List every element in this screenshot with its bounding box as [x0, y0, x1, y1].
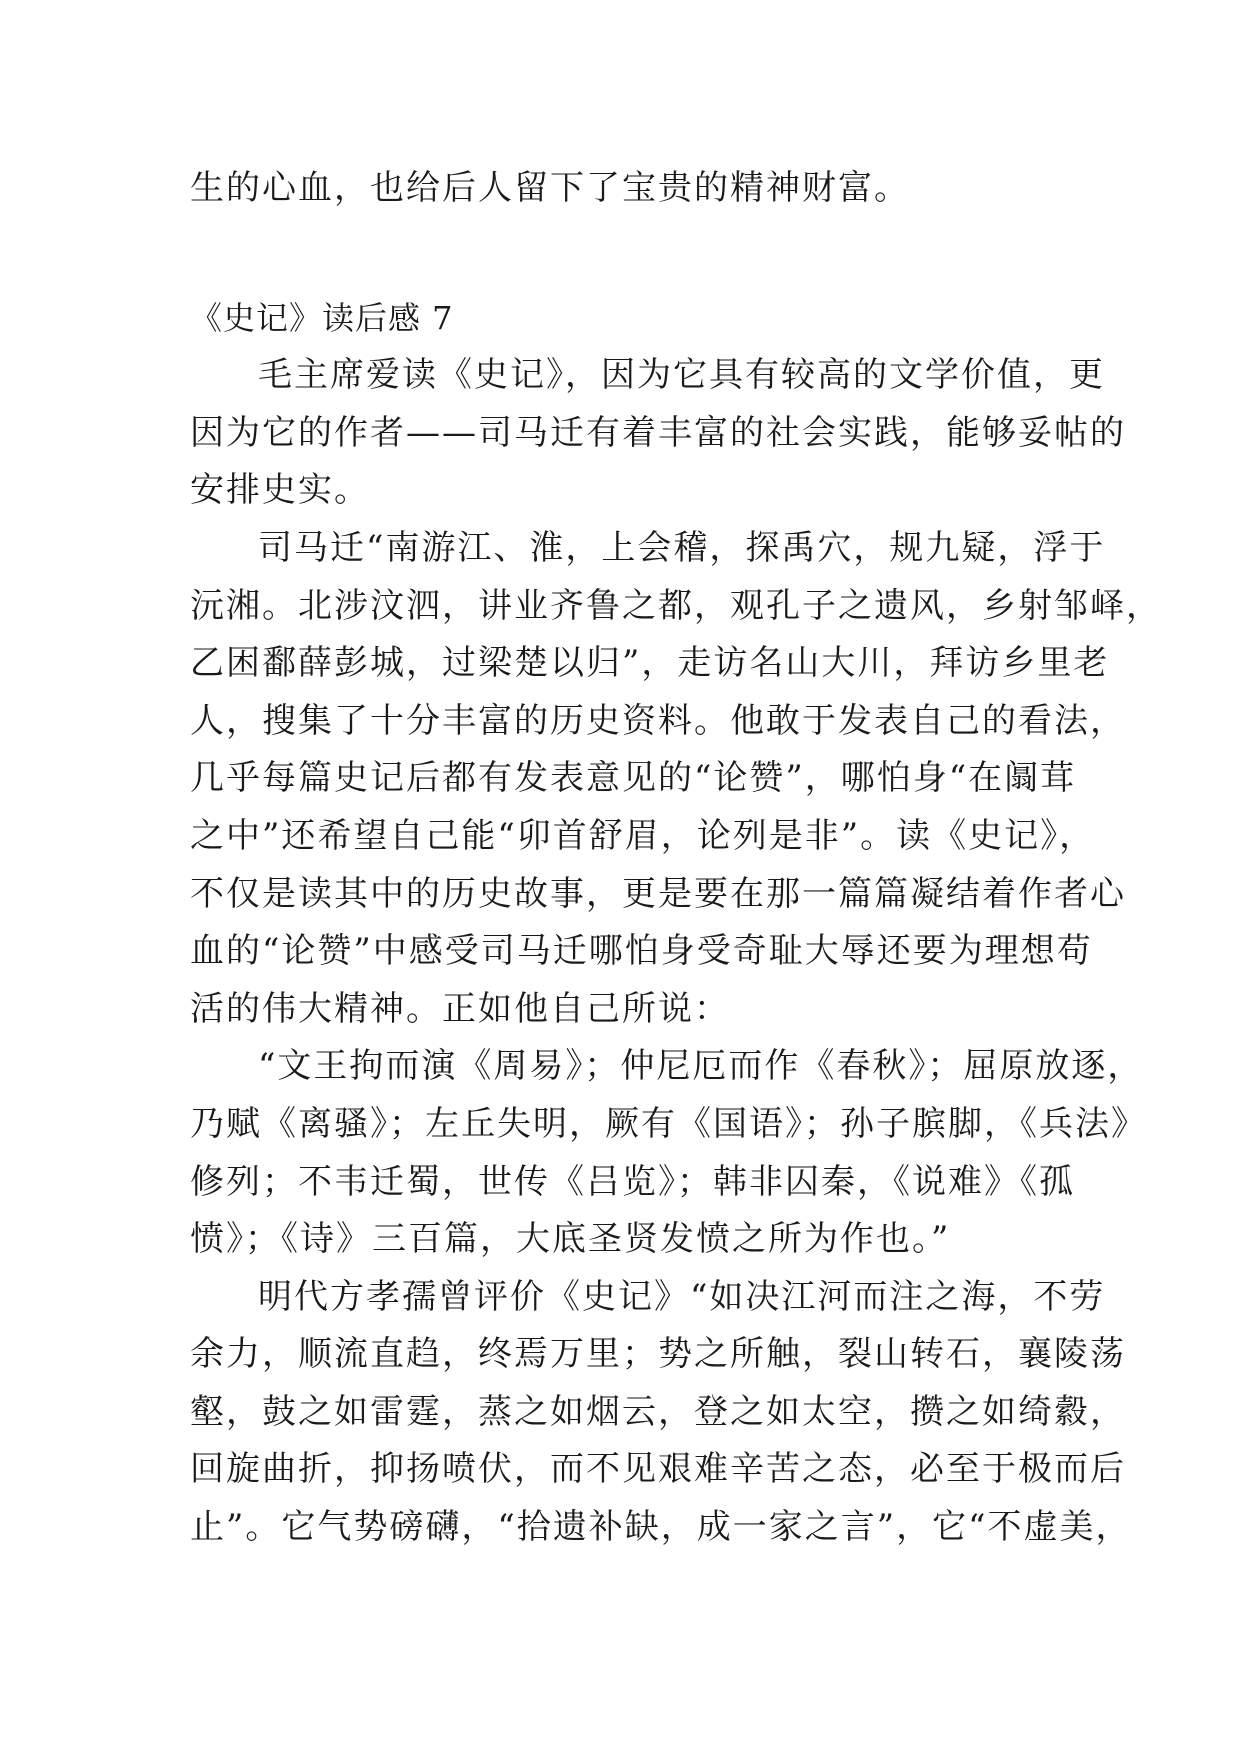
document-page: [190, 160, 1162, 1557]
paragraph-line: 人，搜集了十分丰富的历史资料。他敢于发表自己的看法，: [190, 700, 1126, 741]
paragraph-line: “文王拘而演《周易》；仲尼厄而作《春秋》；屈原放逐，: [258, 1046, 1144, 1087]
paragraph-line: 余力，顺流直趋，终焉万里；势之所触，裂山转石，襄陵荡: [190, 1334, 1126, 1375]
section-spacer: [190, 218, 1070, 290]
paragraph-line: 乙困鄱薛彭城，过梁楚以归”，走访名山大川，拜访乡里老: [190, 643, 1110, 684]
paragraph-line: 毛主席爱读《史记》，因为它具有较高的文学价值，更: [258, 355, 1105, 396]
paragraph-line: 血的“论赞”中感受司马迁哪怕身受奇耻大辱还要为理想苟: [190, 931, 1093, 972]
paragraph-line: 沅湘。北涉汶泗，讲业齐鲁之都，观孔子之遗风，乡射邹峄，: [190, 585, 1162, 626]
paragraph-line: 壑，鼓之如雷霆，蒸之如烟云，登之如太空，攒之如绮縠，: [190, 1391, 1126, 1432]
paragraph-line: 修列；不韦迁蜀，世传《吕览》；韩非囚秦，《说难》《孤: [190, 1161, 1075, 1202]
paragraph-line: 之中”还希望自己能“卯首舒眉，论列是非”。读《史记》，: [190, 815, 1096, 856]
section-title: 《史记》读后感 7: [190, 298, 454, 337]
paragraph-line: 愤》；《诗》三百篇，大底圣贤发愤之所为作也。”: [190, 1219, 951, 1260]
paragraph-line: 不仅是读其中的历史故事，更是要在那一篇篇凝结着作者心: [190, 873, 1126, 914]
paragraph-line: 回旋曲折，抑扬喷伏，而不见艰难辛苦之态，必至于极而后: [190, 1449, 1126, 1490]
paragraph-line: 止”。它气势磅礴，“拾遗补缺，成一家之言”，它“不虚美，: [190, 1507, 1132, 1548]
paragraph-line: 明代方孝孺曾评价《史记》“如决江河而注之海，不劳: [258, 1276, 1106, 1317]
paragraph-1: [190, 347, 1126, 520]
paragraph-4: [190, 1269, 1132, 1557]
paragraph-line: 司马迁“南游江、淮，上会稽，探禹穴，规九疑，浮于: [258, 527, 1106, 568]
paragraph-line: 几乎每篇史记后都有发表意见的“论赞”，哪怕身“在阘茸: [190, 758, 1077, 799]
paragraph-line: 因为它的作者——司马迁有着丰富的社会实践，能够妥帖的: [190, 412, 1126, 453]
paragraph-line: 安排史实。: [190, 470, 370, 511]
paragraph-3-quote: [190, 1038, 1147, 1268]
paragraph-2: [190, 520, 1162, 1038]
paragraph-line: 乃赋《离骚》；左丘失明，厥有《国语》；孙子膑脚，《兵法》: [190, 1103, 1147, 1144]
paragraph-line: 活的伟大精神。正如他自己所说：: [190, 988, 730, 1029]
opening-line: 生的心血，也给后人留下了宝贵的精神财富。: [190, 168, 910, 208]
